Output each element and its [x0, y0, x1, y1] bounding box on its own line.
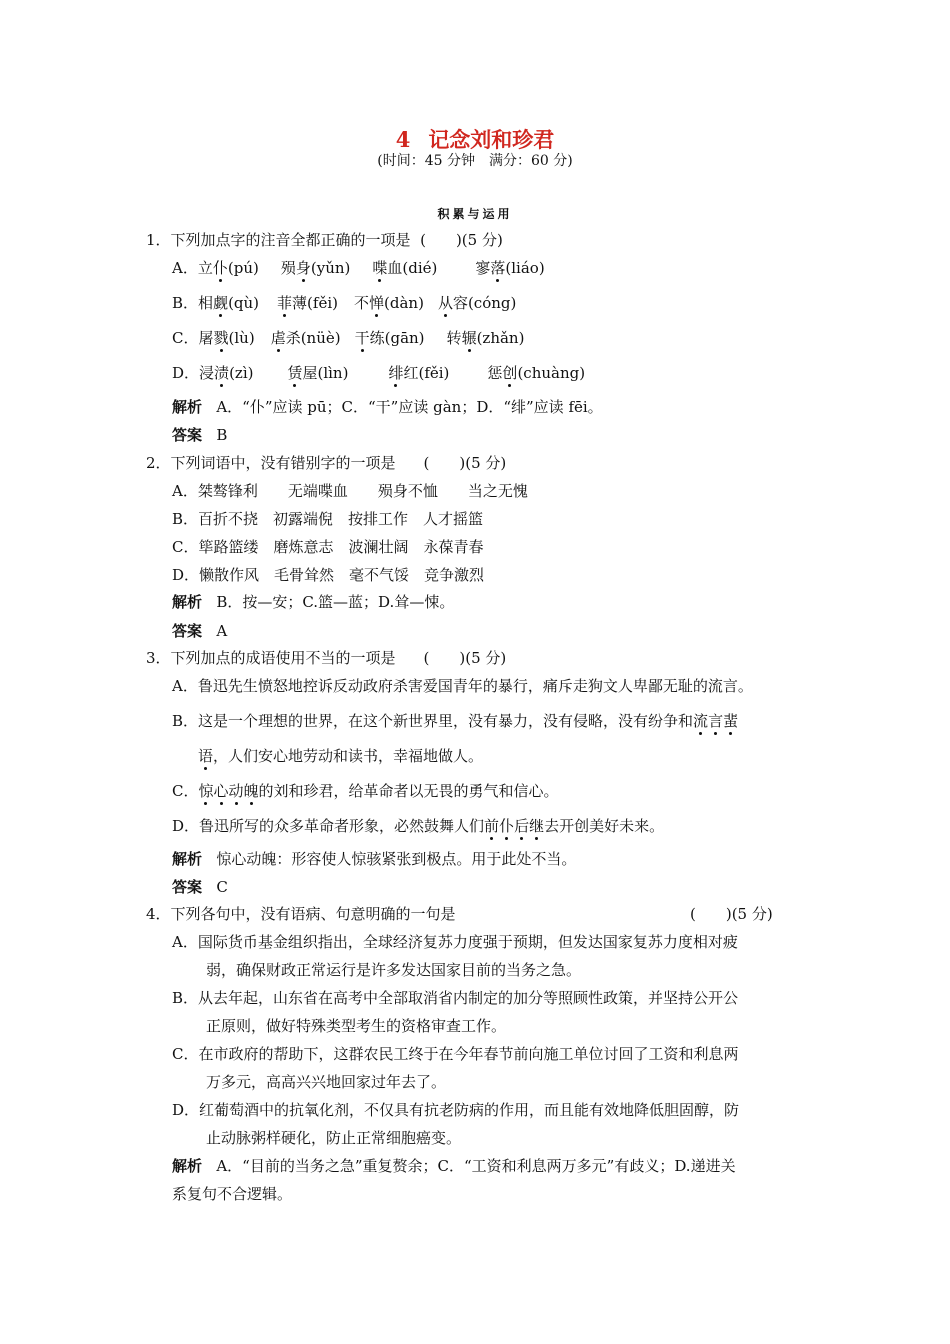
dotted-char: 菲: [277, 294, 293, 312]
time-score-note: (时间：45 分钟 满分：60 分): [377, 153, 573, 169]
word-part: (dàn): [384, 294, 424, 312]
dotted-char: 动: [228, 782, 244, 800]
option-text: 的流言。: [692, 677, 753, 695]
word-part: (lù): [228, 329, 255, 347]
option-text: ，人们安心地劳动和读书，幸福地做人。: [213, 747, 484, 765]
dotted-char: 喋: [372, 259, 388, 277]
question-2-answer: [172, 620, 227, 642]
option-idiom: [198, 782, 258, 800]
analysis-label: 解析: [172, 398, 203, 416]
word-part: (zhǎn): [476, 329, 525, 347]
word-part: (chuàng): [517, 364, 586, 382]
question-2-text: 2．下列词语中，没有错别字的一项是: [146, 454, 396, 472]
dotted-char: 戮: [213, 329, 229, 347]
answer-label: 答案: [172, 622, 203, 640]
word-part: 殒: [280, 259, 296, 277]
question-3-option-b: [172, 710, 738, 732]
answer-label: 答案: [172, 878, 203, 896]
question-4-option-b: [172, 987, 738, 1009]
dotted-char: 仆: [212, 259, 228, 277]
word-part: (zì): [229, 364, 254, 382]
word-part: 转: [446, 329, 462, 347]
question-2-option-d: [172, 564, 484, 586]
option-text: 桀骜锋利 无端喋血 殒身不恤 当之无愧: [197, 482, 528, 500]
option-label: C．: [172, 329, 199, 347]
option-label: B．: [172, 510, 199, 528]
word-part: 立: [197, 259, 213, 277]
dotted-char: 仆: [499, 817, 515, 835]
option-label: D．: [172, 364, 200, 382]
word-part: 相: [198, 294, 214, 312]
question-1-option-d: [172, 362, 585, 384]
lesson-title-text: 记念刘和珍君: [428, 127, 555, 152]
dotted-char: 落: [490, 259, 506, 277]
dotted-char: 惮: [369, 294, 385, 312]
question-4-option-b-continued: 正原则，做好特殊类型考生的资格审查工作。: [206, 1017, 507, 1035]
option-text: 去开创美好未来。: [544, 817, 665, 835]
option-label: C．: [172, 1045, 199, 1063]
dotted-char: 惊: [198, 782, 214, 800]
option-label: B．: [172, 294, 199, 312]
question-4-option-a-continued: 弱，确保财政正常运行是许多发达国家目前的当务之急。: [206, 961, 582, 979]
option-label: C．: [172, 538, 199, 556]
option-text: 懒散作风 毛骨耸然 毫不气馁 竞争激烈: [199, 566, 485, 584]
dotted-char: 继: [529, 817, 545, 835]
option-label: D．: [172, 1101, 200, 1119]
word-part: 惩: [487, 364, 503, 382]
dotted-char: 蜚: [723, 712, 739, 730]
analysis-label: 解析: [172, 1157, 203, 1175]
question-1-option-a: [172, 257, 545, 279]
option-text: 鲁迅所写的众多革命者形象，必然鼓舞人们: [199, 817, 485, 835]
option-label: A．: [172, 259, 198, 277]
dotted-char: 言: [708, 712, 724, 730]
dotted-char: 辗: [461, 329, 477, 347]
dotted-char: 干: [354, 329, 370, 347]
question-2-option-c: [172, 536, 484, 558]
option-label: B．: [172, 989, 199, 1007]
question-2-stem: [146, 452, 506, 474]
option-idiom: [693, 712, 738, 730]
question-4-option-a: [172, 931, 738, 953]
word-part: 血(dié): [387, 259, 438, 277]
word-part: 寥: [475, 259, 491, 277]
option-label: D．: [172, 566, 200, 584]
question-3-answer: [172, 876, 228, 898]
word-part: 杀(nüè): [285, 329, 341, 347]
option-label: A．: [172, 933, 198, 951]
question-2-analysis: [172, 591, 454, 613]
dotted-char: 身: [295, 259, 311, 277]
question-2-option-b: [172, 508, 483, 530]
dotted-char: 绯: [388, 364, 404, 382]
word-part: 容(cóng): [452, 294, 517, 312]
option-label: B．: [172, 712, 199, 730]
answer-label: 答案: [172, 426, 203, 444]
option-text: 的刘和珍君，给革命者以无畏的勇气和信心。: [258, 782, 559, 800]
word-part: 不: [353, 294, 369, 312]
lesson-number: 4: [395, 127, 411, 152]
section-heading: 积累与运用: [437, 207, 513, 221]
question-3-option-c: [172, 780, 559, 802]
option-text: 这是一个理想的世界，在这个新世界里，没有暴力，没有侵略，没有纷争和: [198, 712, 694, 730]
answer-value: C: [216, 878, 228, 896]
dotted-char: 从: [437, 294, 453, 312]
dotted-char: 魄: [243, 782, 259, 800]
question-4-bracket: ( )(5 分): [690, 905, 773, 923]
question-3-option-b-continued: [198, 745, 483, 767]
word-part: (qù): [228, 294, 260, 312]
question-3-option-d: [172, 815, 664, 837]
dotted-char: 流: [693, 712, 709, 730]
question-2-bracket: ( )(5 分): [423, 454, 507, 472]
question-1-bracket: ( )(5 分): [420, 231, 503, 249]
option-text: 国际货币基金组织指出，全球经济复苏力度强于预期，但发达国家复苏力度相对疲: [197, 933, 738, 951]
dotted-char: 觑: [213, 294, 229, 312]
option-text: 红葡萄酒中的抗氧化剂，不仅具有抗老防病的作用，而且能有效地降低胆固醇，防: [199, 1101, 740, 1119]
option-text: 从去年起，山东省在高考中全部取消省内制定的加分等照顾性政策，并坚持公开公: [198, 989, 739, 1007]
dotted-char: 前: [484, 817, 500, 835]
question-1-analysis: [172, 396, 603, 418]
question-1-option-c: [172, 327, 524, 349]
option-text: 鲁迅先生愤怒地控诉反动政府杀害爱国青年的暴行，痛斥走狗文人: [197, 677, 633, 695]
question-4-analysis: [172, 1155, 736, 1177]
dotted-char: 渍: [214, 364, 230, 382]
question-4-option-c: [172, 1043, 739, 1065]
option-label: D．: [172, 817, 200, 835]
analysis-text: 惊心动魄：形容使人惊骇紧张到极点。用于此处不当。: [216, 850, 577, 868]
word-part: 屋(lìn): [302, 364, 349, 382]
question-4-option-d: [172, 1099, 739, 1121]
word-part: 红(fěi): [403, 364, 450, 382]
question-4-stem: [146, 903, 776, 925]
analysis-label: 解析: [172, 850, 203, 868]
question-4-analysis-continued: 系复句不合逻辑。: [172, 1185, 293, 1203]
question-4-option-c-continued: 万多元，高高兴兴地回家过年去了。: [206, 1073, 447, 1091]
question-4-option-d-continued: 止动脉粥样硬化，防止正常细胞癌变。: [206, 1129, 462, 1147]
word-part: 薄(fěi): [292, 294, 338, 312]
question-1-answer: [172, 424, 227, 446]
analysis-text: A．“仆”应读 pū；C．“干”应读 gàn；D．“绯”应读 fēi。: [216, 398, 603, 416]
dotted-char: 虐: [270, 329, 286, 347]
question-1-option-b: [172, 292, 516, 314]
answer-value: A: [216, 622, 228, 640]
option-text: 百折不挠 初露端倪 按排工作 人才摇篮: [198, 510, 484, 528]
question-1-stem: [146, 229, 503, 251]
question-1-text: 1．下列加点字的注音全都正确的一项是: [146, 231, 411, 249]
option-label: C．: [172, 782, 199, 800]
option-idiom: [198, 747, 213, 765]
dotted-char: 心: [213, 782, 229, 800]
question-3-analysis: [172, 848, 576, 870]
option-idiom: 卑鄙无耻: [632, 677, 693, 695]
dotted-char: 赁: [287, 364, 303, 382]
analysis-text: B．按—安；C.篮—蓝；D.耸—悚。: [216, 593, 455, 611]
dotted-char: 后: [514, 817, 530, 835]
question-3-bracket: ( )(5 分): [423, 649, 507, 667]
option-text: 在市政府的帮助下，这群农民工终于在今年春节前向施工单位讨回了工资和利息两: [198, 1045, 739, 1063]
option-label: A．: [172, 677, 198, 695]
analysis-text: A．“目前的当务之急”重复赘余；C．“工资和利息两万多元”有歧义；D.递进关: [216, 1157, 736, 1175]
question-4-text: 4．下列各句中，没有语病、句意明确的一句是: [146, 905, 456, 923]
word-part: 屠: [198, 329, 214, 347]
question-3-stem: [146, 647, 506, 669]
word-part: 练(gān): [369, 329, 425, 347]
question-2-option-a: [172, 480, 528, 502]
option-idiom: [484, 817, 544, 835]
word-part: (pú): [227, 259, 259, 277]
dotted-char: 创: [502, 364, 518, 382]
option-text: 筚路篮缕 磨炼意志 波澜壮阔 永葆青春: [198, 538, 484, 556]
option-label: A．: [172, 482, 198, 500]
question-3-text: 3．下列加点的成语使用不当的一项是: [146, 649, 396, 667]
analysis-label: 解析: [172, 593, 203, 611]
word-part: (yǔn): [310, 259, 351, 277]
word-part: 浸: [199, 364, 215, 382]
question-3-option-a: [172, 675, 753, 697]
dotted-char: 语: [198, 747, 214, 765]
answer-value: B: [216, 426, 228, 444]
word-part: (liáo): [505, 259, 545, 277]
